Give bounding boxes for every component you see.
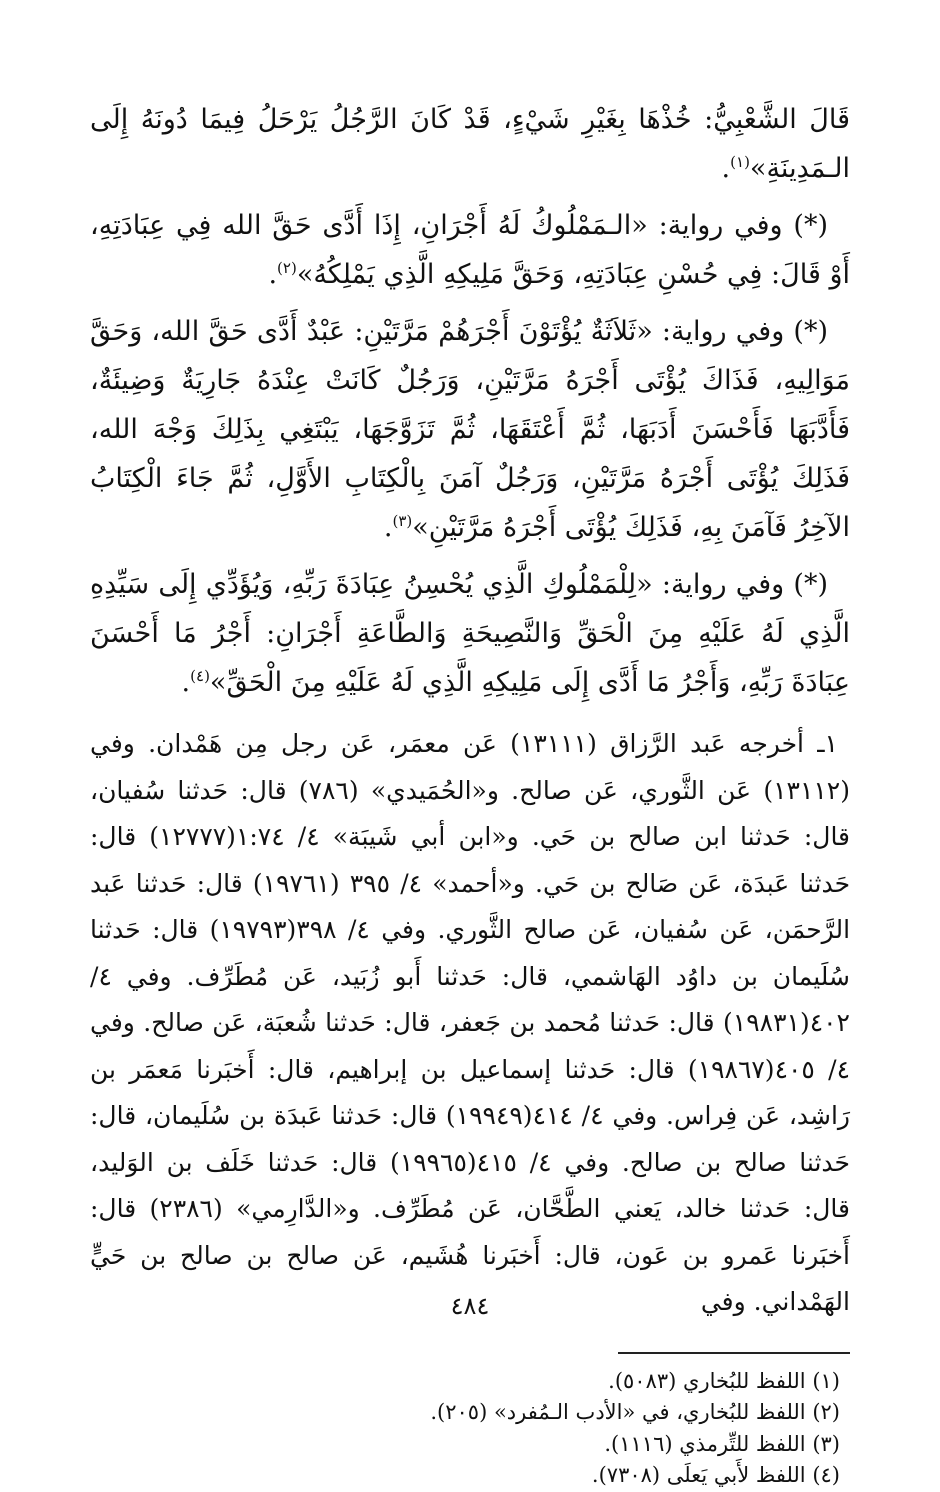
footnote-ref-2: (٢) [277, 259, 297, 277]
footnote-4: (٤) اللفظ لأَبي يَعلَى (٧٣٠٨). [591, 1463, 840, 1487]
paragraph-3: (*) وفي رواية: «ثَلاَثَةٌ يُؤْتَوْنَ أَجْرَهُمْ مَرَّتَيْنِ: عَبْدٌ أَدَّى حَقَّ الله، وَحَقَّ مَوَالِيهِ، فَذَاكَ يُؤْتَى أَجْرَهُ مَرَّتَيْنِ، وَرَجُلٌ كَانَتْ عِنْدَهُ جَارِيَةٌ وَضِيئَةٌ، فَأَدَّبَهَا فَأَحْسَنَ أَدَبَهَا، ثُمَّ أَعْتَقَهَا، ثُمَّ تَزَوَّجَهَا، يَبْتَغِي بِذَلِكَ وَجْهَ الله، فَذَلِكَ يُؤْتَى أَجْرَهُ مَرَّتَيْنِ، وَرَجُلٌ آمَنَ بِالْكِتَابِ الأَوَّلِ، ثُمَّ جَاءَ الْكِتَابُ الآخِرُ فَآمَنَ بِهِ، فَذَلِكَ يُؤْتَى أَجْرَهُ مَرَّتَيْنِ»$^{(٣)}$. [90, 316, 850, 543]
asterisk-marker: (*) [793, 210, 828, 241]
takhrij-text: ١ـ أخرجه عَبد الرَّزاق (١٣١١١) عَن معمَر، عَن رجل مِن هَمْدان. وفي (١٣١١٢) عَن الثَّوري، عَن صالح. و«الحُمَيدي» (٧٨٦) قال: حَدثنا سُفيان، قال: حَدثنا ابن صالح بن حَي. و«ابن أبي شَيبَة» ٤/ ١:٧٤(١٢٧٧٧) قال: حَدثنا عَبدَة، عَن صَالح بن حَي. و«أحمد» ٤/ ٣٩٥ (١٩٧٦١) قال: حَدثنا عَبد الرَّحمَن، عَن سُفيان، عَن صالح الثَّوري. وفي ٤/ ٣٩٨(١٩٧٩٣) قال: حَدثنا سُلَيمان بن داوُد الهَاشمي، قال: حَدثنا أَبو زُبَيد، عَن مُطَرِّف. وفي ٤/ ٤٠٢(١٩٨٣١) قال: حَدثنا مُحمد بن جَعفر، قال: حَدثنا شُعبَة، عَن صالح. وفي ٤/ ٤٠٥(١٩٨٦٧) قال: حَدثنا إسماعيل بن إبراهيم، قال: أَخبَرنا مَعمَر بن رَاشِد، عَن فِراس. وفي ٤/ ٤١٤(١٩٩٤٩) قال: حَدثنا عَبدَة بن سُلَيمان، قال: حَدثنا صالح بن صالح. وفي ٤/ ٤١٥(١٩٩٦٥) قال: حَدثنا خَلَف بن الوَليد، قال: حَدثنا خالد، يَعني الطَّحَّان، عَن مُطَرِّف. و«الدَّارِمي» (٢٣٨٦) قال: أَخبَرنا عَمرو بن عَون، قال: أَخبَرنا هُشَيم، عَن صالح بن صالح بن حَيٍّ الهَمْداني. وفي [90, 729, 851, 1316]
paragraph-3-text: وفي رواية: «ثَلاَثَةٌ يُؤْتَوْنَ أَجْرَهُمْ مَرَّتَيْنِ: عَبْدٌ أَدَّى حَقَّ الله، وَحَقَّ مَوَالِيهِ، فَذَاكَ يُؤْتَى أَجْرَهُ مَرَّتَيْنِ، وَرَجُلٌ كَانَتْ عِنْدَهُ جَارِيَةٌ وَضِيئَةٌ، فَأَدَّبَهَا فَأَحْسَنَ أَدَبَهَا، ثُمَّ أَعْتَقَهَا، ثُمَّ تَزَوَّجَهَا، يَبْتَغِي بِذَلِكَ وَجْهَ الله، فَذَلِكَ يُؤْتَى أَجْرَهُ مَرَّتَيْنِ، وَرَجُلٌ آمَنَ بِالْكِتَابِ الأَوَّلِ، ثُمَّ جَاءَ الْكِتَابُ الآخِرُ فَآمَنَ بِهِ، فَذَلِكَ يُؤْتَى أَجْرَهُ مَرَّتَيْنِ» [90, 316, 850, 543]
paragraph-2: (*) وفي رواية: «الـمَمْلُوكُ لَهُ أَجْرَانِ، إِذَا أَدَّى حَقَّ الله فِي عِبَادَتِهِ، أَوْ قَالَ: فِي حُسْنِ عِبَادَتِهِ، وَحَقَّ مَلِيكِهِ الَّذِي يَمْلِكُهُ»$^{(٢)}$. [90, 210, 850, 290]
main-text [90, 95, 850, 707]
takhrij-section [90, 721, 850, 1326]
footnote-ref-3: (٣) [392, 512, 413, 530]
paragraph-4: (*) وفي رواية: «لِلْمَمْلُوكِ الَّذِي يُحْسِنُ عِبَادَةَ رَبِّهِ، وَيُؤَدِّي إِلَى سَيِّدِهِ الَّذِي لَهُ عَلَيْهِ مِنَ الْحَقِّ وَالنَّصِيحَةِ وَالطَّاعَةِ أَجْرَانِ: أَجْرُ مَا أَحْسَنَ عِبَادَةَ رَبِّهِ، وَأَجْرُ مَا أَدَّى إِلَى مَلِيكِهِ الَّذِي لَهُ عَلَيْهِ مِنَ الْحَقِّ»$^{(٤)}$. [90, 569, 850, 698]
paragraph-2-text: وفي رواية: «الـمَمْلُوكُ لَهُ أَجْرَانِ، إِذَا أَدَّى حَقَّ الله فِي عِبَادَتِهِ، أَوْ قَالَ: فِي حُسْنِ عِبَادَتِهِ، وَحَقَّ مَلِيكِهِ الَّذِي يَمْلِكُهُ» [90, 210, 850, 290]
footnote-ref-4: (٤) [190, 667, 210, 685]
paragraph-4-text: وفي رواية: «لِلْمَمْلُوكِ الَّذِي يُحْسِنُ عِبَادَةَ رَبِّهِ، وَيُؤَدِّي إِلَى سَيِّدِهِ الَّذِي لَهُ عَلَيْهِ مِنَ الْحَقِّ وَالنَّصِيحَةِ وَالطَّاعَةِ أَجْرَانِ: أَجْرُ مَا أَحْسَنَ عِبَادَةَ رَبِّهِ، وَأَجْرُ مَا أَدَّى إِلَى مَلِيكِهِ الَّذِي لَهُ عَلَيْهِ مِنَ الْحَقِّ» [90, 569, 850, 698]
paragraph-1: قَالَ الشَّعْبِيُّ: خُذْهَا بِغَيْرِ شَيْءٍ، قَدْ كَانَ الرَّجُلُ يَرْحَلُ فِيمَا دُونَهُ إِلَى الـمَدِينَةِ»$^{(١)}$. [90, 104, 850, 184]
footnote-ref-1: (١) [730, 153, 750, 171]
asterisk-marker: (*) [793, 569, 828, 600]
footnote-1: (١) اللفظ للبُخاري (٥٠٨٣). [608, 1368, 840, 1393]
footnote-3: (٣) اللفظ للتِّرمذي (١١١٦). [604, 1431, 840, 1456]
asterisk-marker: (*) [793, 316, 828, 347]
footnotes [90, 1366, 850, 1492]
paragraph-1-text: قَالَ الشَّعْبِيُّ: خُذْهَا بِغَيْرِ شَيْءٍ، قَدْ كَانَ الرَّجُلُ يَرْحَلُ فِيمَا دُونَهُ إِلَى الـمَدِينَةِ» [90, 104, 850, 184]
footnote-2: (٢) اللفظ للبُخاري، في «الأدب الـمُفرد» (٢٠٥). [430, 1400, 840, 1424]
footnote-divider [618, 1352, 850, 1354]
page [90, 95, 851, 1487]
page-number: ٤٨٤ [450, 1292, 490, 1320]
